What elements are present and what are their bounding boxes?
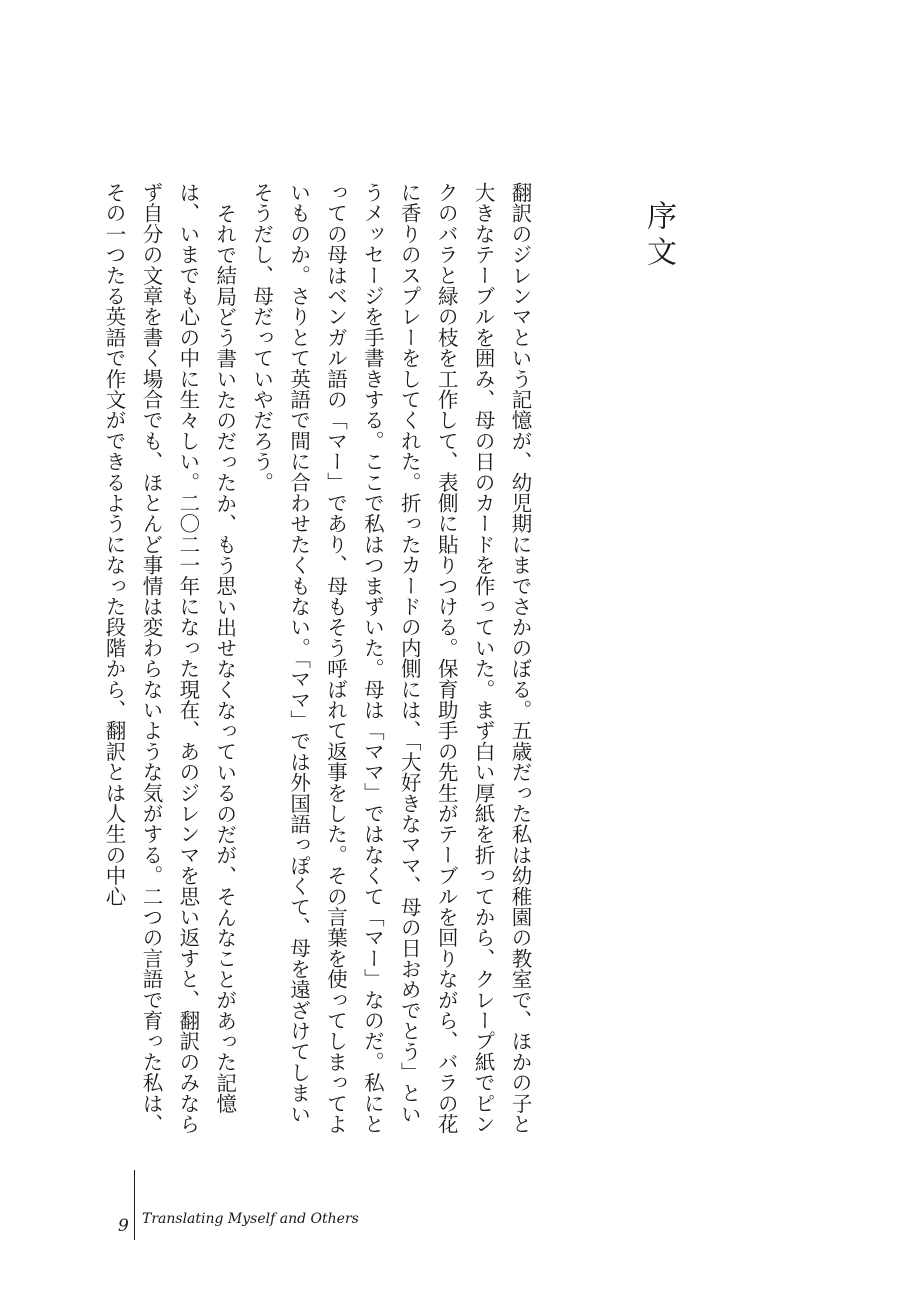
page-footer [118, 1170, 378, 1240]
running-title: Translating Myself and Others [142, 1211, 359, 1227]
footer-divider [134, 1170, 135, 1240]
paragraph-2: それで結局どう書いたのだったか、もう思い出せなくなっているのだが、そんなことがあった記憶は、いまでも心の中に生々しい。二〇二一年になった現在、あのジレンマを思い返すと、翻訳のみならず自分の文章を書く場合でも、ほとんど事情は変わらないような気がする。二つの言語で育った私は、その一つたる英語で作文ができるようになった段階から、翻訳とは人生の中心 [102, 182, 237, 1135]
page-number: 9 [118, 1216, 129, 1236]
paragraph-1: 翻訳のジレンマという記憶が、幼児期にまでさかのぼる。五歳だった私は幼稚園の教室で、ほかの子と大きなテーブルを囲み、母の日のカードを作っていた。まず白い厚紙を折ってから、クレープ紙でピンクのバラと緑の枝を工作して、表側に貼りつける。保育助手の先生がテーブルを回りながら、バラの花に香りのスプレーをしてくれた。折ったカードの内側には、「大好きなママ、母の日おめでとう」というメッセージを手書きする。ここで私はつまずいた。母は「ママ」ではなくて「マー」なのだ。私にとっての母はベンガル語の「マー」であり、母もそう呼ばれて返事をした。その言葉を使ってしまってよいものか。さりとて英語で間に合わせたくもない。「ママ」では外国語っぽくて、母を遠ざけてしまいそうだし、母だっていやだろう。 [249, 182, 532, 1135]
body-text [102, 182, 538, 1140]
chapter-title: 序文 [641, 200, 676, 272]
